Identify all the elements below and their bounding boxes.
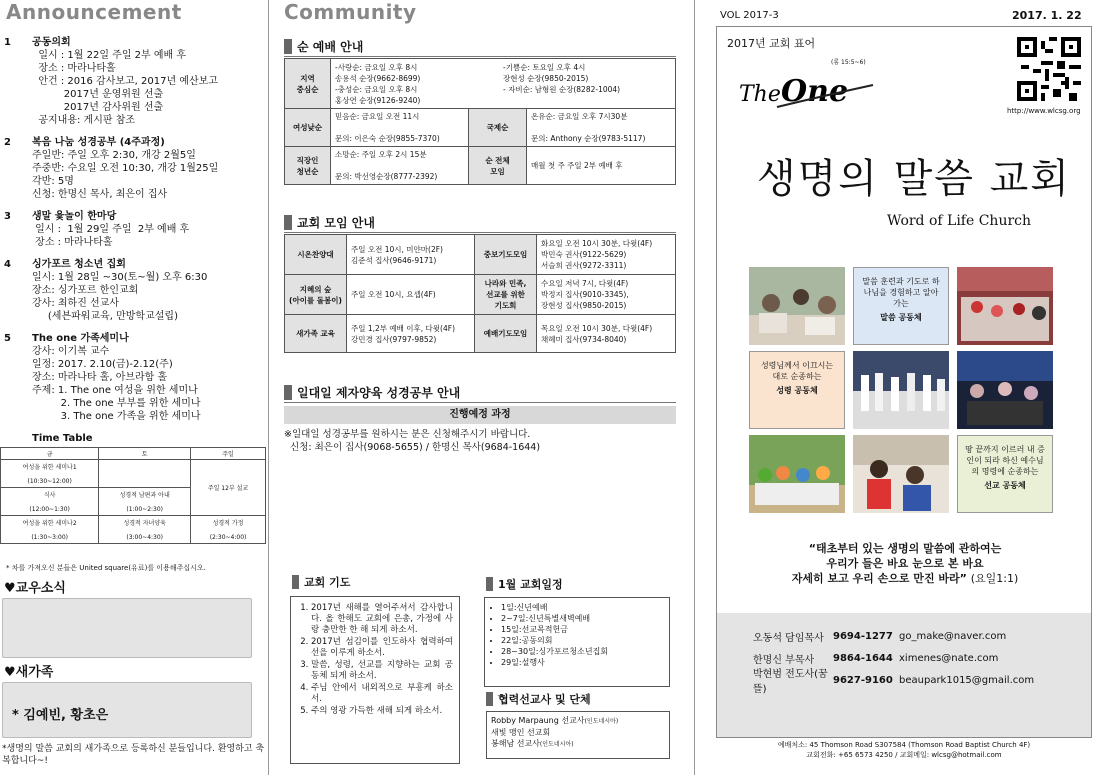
tt-cell: 성경적 가정 (2:30~4:00) — [191, 516, 266, 544]
announcement-number: 1 — [4, 37, 11, 48]
table-label: 나라와 민족, 선교를 위한 기도회 — [475, 275, 537, 315]
announcement-number: 3 — [4, 211, 11, 222]
announcement-item — [4, 136, 266, 201]
table-cell: 매월 첫 주 주일 2부 예배 후 — [527, 147, 676, 185]
parking-note: * 차를 가져오신 분들은 United square(유료)를 이용해주십시오. — [6, 564, 206, 572]
announcement-title: 공동의회 — [32, 37, 71, 48]
announcement-header: Announcement — [6, 0, 182, 24]
table-cell: -사랑순: 금요일 오후 8시 송용석 순장(9662-8699) -충성순: 금요일 오후 8시 홍상연 순장(9126-9240) -기쁨순: 토요일 오후 4시 장현성 순장(9850-2015) - 자비순: 남형원 순장(8282-1004) — [331, 59, 676, 109]
svg-text:The: The — [739, 82, 781, 107]
address-footer: 예배처소: 45 Thomson Road S307584 (Thomson Road Baptist Church 4F) 교회전화: +65 6573 4250 / 교회메일: wlcsg@hotmail.com — [777, 741, 1031, 759]
announcement-line: 일시 : 1월 29일 주일 2부 예배 후 — [32, 224, 190, 235]
schedule-box — [484, 597, 670, 687]
community-header: Community — [284, 0, 417, 24]
tt-cell: 식사 (12:00~1:30) — [1, 488, 99, 516]
worship-heading: 순 예배 안내 — [284, 36, 363, 56]
contact-panel — [717, 613, 1091, 737]
schedule-item: • 29일:설행사 — [501, 657, 663, 668]
meetings-table — [284, 234, 676, 353]
table-label: 국제순 — [469, 109, 527, 147]
announcement-line: 2. The one 부부를 위한 세미나 — [32, 398, 201, 409]
table-cell: 주일 오전 10시, 미얀마(2F) 김준석 집사(9646-9171) — [347, 235, 475, 275]
announcement-title: 생말 윷놀이 한마당 — [32, 211, 117, 222]
course-bar: 진행예정 과정 — [284, 406, 676, 424]
tt-cell: 주일 12부 설교 — [191, 460, 266, 516]
column-divider — [268, 0, 269, 775]
table-label: 순 전체 모임 — [469, 147, 527, 185]
svg-text:One: One — [781, 74, 849, 109]
announcement-item — [4, 332, 266, 423]
missionaries-heading: 협력선교사 및 단체 — [486, 691, 591, 707]
table-label: 시온찬양대 — [285, 235, 347, 275]
tt-header: 금 — [1, 448, 99, 460]
announcement-line: 주제: 1. The one 여성을 위한 세미나 — [32, 385, 198, 396]
announcement-line: 주일반: 주일 오후 2:30, 개강 2월5일 — [32, 150, 196, 161]
website-url[interactable]: http://www.wlcsg.org — [1007, 107, 1081, 115]
news-box — [2, 598, 252, 658]
church-name-en: Word of Life Church — [887, 213, 1032, 229]
announcement-line: 공지내용: 게시판 참조 — [32, 115, 136, 126]
heart-icon: ♥ — [4, 581, 16, 596]
tt-cell: 성경적 자녀양육 (3:00~4:30) — [99, 516, 191, 544]
divider — [284, 232, 676, 233]
announcement-line: 신청: 한명신 목사, 최은이 집사 — [32, 189, 168, 200]
announcement-line: 장소: 싱가포르 한인교회 — [32, 285, 139, 296]
prayer-item: 4. 주님 안에서 내외적으로 부흥케 하소서. — [311, 683, 453, 705]
announcement-line: 장소 : 마라나타홀 — [32, 237, 113, 248]
table-cell: 목요일 오전 10시 30분, 다윗(4F) 채혜미 집사(9734-8040) — [537, 315, 676, 353]
email-link[interactable]: go_make@naver.com — [899, 630, 1007, 642]
photo-mission-trip — [853, 435, 949, 513]
announcement-title: 싱가포르 청소년 집회 — [32, 259, 126, 270]
table-cell: 주일 오전 10시, 요셉(4F) — [347, 275, 475, 315]
volume-label: VOL 2017-3 — [720, 10, 779, 21]
schedule-heading: 1월 교회일정 — [486, 576, 563, 592]
announcement-line: 장소 : 마라나타홀 — [32, 63, 116, 74]
announcement-item — [4, 210, 266, 249]
issue-date: 2017. 1. 22 — [1012, 9, 1082, 22]
photo-worship-dance — [853, 351, 949, 429]
newcomers-heading: ♥새가족 — [4, 665, 54, 680]
church-name-ko: 생명의 말씀 교회 — [757, 156, 1071, 202]
photo-congregation — [957, 267, 1053, 345]
schedule-item: • 2~7일:신년특별새벽예배 — [501, 613, 663, 624]
table-label: 예배기도모임 — [475, 315, 537, 353]
prayer-item: 5. 주의 영광 가득한 새해 되게 하소서. — [311, 706, 453, 717]
tt-cell: 여성을 위한 세미나1 (10:30~12:00) — [1, 460, 99, 488]
announcement-line: (세븐파워교육, 만방학교설립) — [32, 311, 178, 322]
prayer-item: 3. 말씀, 성령, 선교를 지향하는 교회 공동체 되게 하소서. — [311, 660, 453, 682]
email-link[interactable]: ximenes@nate.com — [899, 652, 999, 664]
tile-spirit-community: 성령님께서 이끄시는 대로 순종하는 성령 공동체 — [749, 351, 845, 429]
schedule-item: • 28~30일:싱가포르청소년집회 — [501, 646, 663, 657]
table-cell: 믿음순: 금요일 오전 11시 문의: 이은숙 순장(9855-7370) — [331, 109, 469, 147]
prayer-heading: 교회 기도 — [292, 574, 350, 590]
table-cell: 수요일 저녁 7시, 다윗(4F) 박정지 집사(9010-3345), 장현성 집사(9850-2015) — [537, 275, 676, 315]
meetings-heading: 교회 모임 안내 — [284, 212, 375, 232]
missionaries-box: Robby Marpaung 선교사(인도네시아) 새빛 맹인 선교회 봉해남 선교사(인도네시아) — [486, 711, 670, 759]
table-label: 지역 중심순 — [285, 59, 331, 109]
photo-bible-study — [749, 267, 845, 345]
announcement-number: 5 — [4, 333, 11, 344]
photo-praise-band — [957, 351, 1053, 429]
divider — [284, 402, 676, 403]
table-cell: 주일 1,2부 예배 이후, 다윗(4F) 강민경 집사(9797-9852) — [347, 315, 475, 353]
discipleship-note: ※일대일 성경공부를 원하시는 분은 신청해주시기 바랍니다. 신청: 최은이 집사(9068-5655) / 한명신 목사(9684-1644) — [284, 429, 541, 453]
tile-word-community: 말씀 훈련과 기도로 하나님을 경험하고 알아가는 말씀 공동체 — [853, 267, 949, 345]
newcomer-note: *생명의 말씀 교회의 새가족으로 등록하신 분들입니다. 환영하고 축복합니다~! — [2, 744, 265, 766]
announcement-line: 3. The one 가족을 위한 세미나 — [32, 411, 201, 422]
tt-cell: 성경적 남편과 아내 (1:00~2:30) — [99, 488, 191, 516]
tt-header: 토 — [99, 448, 191, 460]
announcement-item — [4, 36, 266, 127]
prayer-item: 2. 2017년 섬김이를 인도하사 협력하여 선을 이루게 하소서. — [311, 637, 453, 659]
announcement-list — [4, 36, 266, 447]
announcement-title: The one 가족세미나 — [32, 333, 129, 344]
table-label: 직장인 청년순 — [285, 147, 331, 185]
table-label: 새가족 교육 — [285, 315, 347, 353]
discipleship-heading: 일대일 제자양육 성경공부 안내 — [284, 382, 460, 402]
announcement-line: 일시: 1월 28일 ~30(토~월) 오후 6:30 — [32, 272, 208, 283]
qr-code[interactable] — [1017, 37, 1081, 101]
announcement-line: 일시 : 1월 22일 주일 2부 예배 후 — [32, 50, 187, 61]
tt-cell: 여성을 위한 세미나2 (1:30~3:00) — [1, 516, 99, 544]
motto-label: 2017년 교회 표어 — [727, 37, 816, 50]
announcement-line: 주중반: 수요일 오전 10:30, 개강 1월25일 — [32, 163, 219, 174]
cover-page — [716, 26, 1092, 738]
news-heading: ♥교우소식 — [4, 581, 66, 596]
announcement-number: 2 — [4, 137, 11, 148]
announcement-line: 각반: 5명 — [32, 176, 74, 187]
schedule-item: • 22일:공동의회 — [501, 635, 663, 646]
table-cell: 화요일 오전 10시 30분, 다윗(4F) 박민숙 권사(9122-5629) 서슬희 권사(9272-3311) — [537, 235, 676, 275]
contact-row: 한명신 부목사 9864-1644 ximenes@nate.com — [753, 652, 999, 666]
table-label: 중보기도모임 — [475, 235, 537, 275]
divider — [284, 56, 676, 57]
schedule-item: • 1일:신년예배 — [501, 602, 663, 613]
prayer-box — [290, 596, 460, 764]
column-divider — [694, 0, 695, 775]
announcement-line: 2017년 감사위원 선출 — [32, 102, 164, 113]
email-link[interactable]: beaupark1015@gmail.com — [899, 674, 1035, 686]
schedule-item: • 15일:선교목적헌금 — [501, 624, 663, 635]
announcement-line: 강사: 최하진 선교사 — [32, 298, 120, 309]
table-cell: 온유순: 금요일 오후 7시30분 문의: Anthony 순장(9783-5117) — [527, 109, 676, 147]
contact-row: 오동석 담임목사 9694-1277 go_make@naver.com — [753, 630, 1007, 644]
announcement-title: 복음 나눔 성경공부 (4주과정) — [32, 137, 165, 148]
announcement-item — [4, 258, 266, 323]
announcement-number: 4 — [4, 259, 11, 270]
announcement-line: 강사: 이기복 교수 — [32, 346, 110, 357]
contact-row: 박현범 전도사(꿈뜰) 9627-9160 beaupark1015@gmail.com — [753, 669, 1035, 695]
photo-youth-group — [749, 435, 845, 513]
table-label: 여성낮순 — [285, 109, 331, 147]
table-cell: 소망순: 주일 오후 2시 15분 문의: 박선영순장(8777-2392) — [331, 147, 469, 185]
announcement-line: 일정: 2017. 2.10(금)-2.12(주) — [32, 359, 173, 370]
newcomer-names: * 김예빈, 황초은 — [12, 708, 109, 723]
verse-ref: (롬 15:5~6) — [831, 59, 866, 66]
tt-cell — [99, 460, 191, 488]
prayer-item: 1. 2017년 새해를 열어주셔서 감사합니다. 올 한해도 교회에 은총, 가정에 사랑 충만한 한 해 되게 하소서. — [311, 603, 453, 636]
tile-mission-community: 땅 끝까지 이르러 내 증인이 되라 하신 예수님의 명령에 순종하는 선교 공동체 — [957, 435, 1053, 513]
announcement-line: 2017년 운영위원 선출 — [32, 89, 164, 100]
time-table — [0, 447, 266, 544]
announcement-line: 장소: 마라나타 홀, 아브라함 홀 — [32, 372, 168, 383]
timetable-title: Time Table — [32, 433, 93, 444]
announcement-line: 안건 : 2016 감사보고, 2017년 예산보고 — [32, 76, 218, 87]
heart-icon: ♥ — [4, 665, 16, 680]
tt-header: 주일 — [191, 448, 266, 460]
worship-table — [284, 58, 676, 185]
table-label: 지혜의 숲 (아이를 돌봄이) — [285, 275, 347, 315]
scripture-quote: “태초부터 있는 생명의 말씀에 관하여는 우리가 들은 바요 눈으로 본 바요 자세히 보고 우리 손으로 만진 바라” (요일1:1) — [791, 542, 1019, 585]
